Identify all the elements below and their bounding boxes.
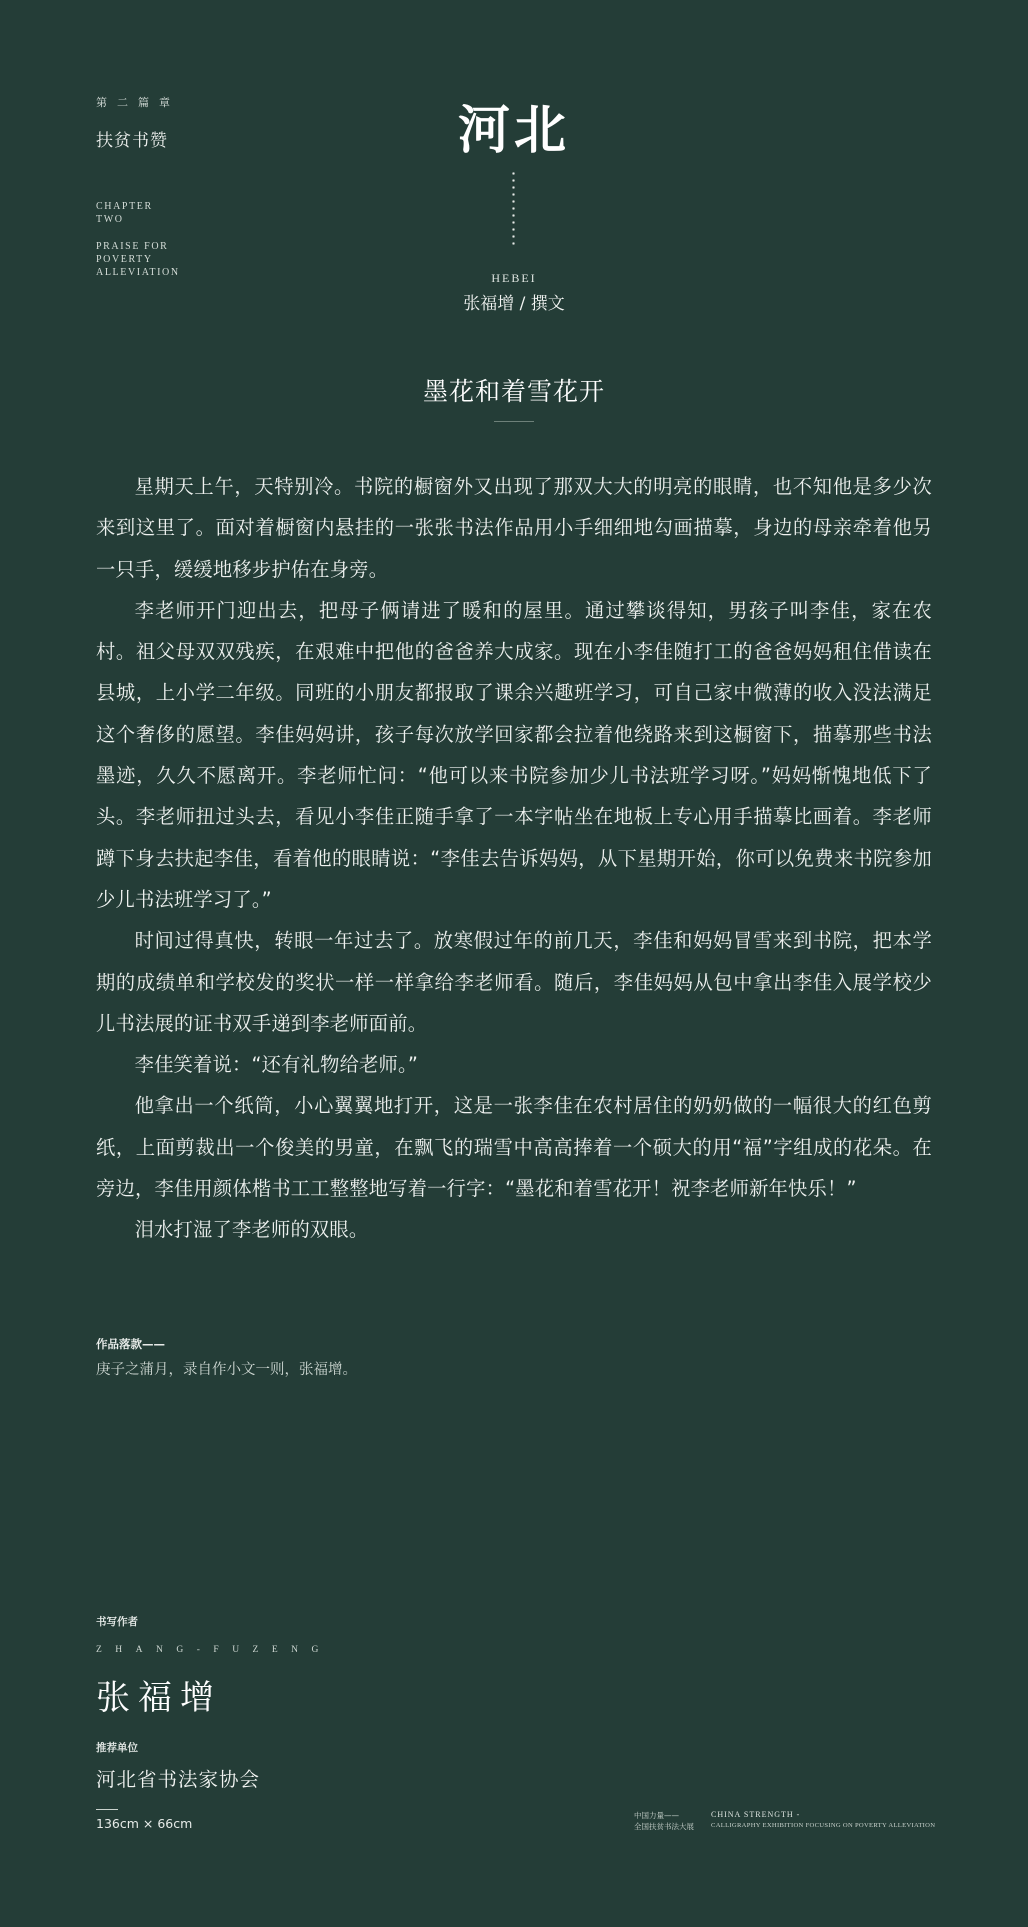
essay-paragraph: 时间过得真快，转眼一年过去了。放寒假过年的前几天，李佳和妈妈冒雪来到书院，把本学期的成绩单和学校发的奖状一样一样拿给李老师看。随后，李佳妈妈从包中拿出李佳入展学校少儿书法展的证书双手递到李老师面前。	[96, 929, 932, 1035]
exhibition-name-cn: 中国力量—— 全国扶贫书法大展	[634, 1811, 694, 1831]
essay-title: 墨花和着雪花开	[422, 377, 605, 406]
inscription-label: 作品落款——	[96, 1337, 165, 1351]
writer-label: 书写作者	[96, 1616, 138, 1628]
essay-paragraph: 他拿出一个纸筒，小心翼翼地打开，这是一张李佳在农村居住的奶奶做的一幅很大的红色剪纸，上面剪裁出一个俊美的男童，在飘飞的瑞雪中高高捧着一个硕大的用“福”字组成的花朵。在旁边，李佳用颜体楷书工工整整地写着一行字：“墨花和着雪花开！祝李老师新年快乐！”	[96, 1094, 932, 1201]
writer-pinyin: ZHANG-FUZENG	[96, 1645, 332, 1655]
recommender-org: 河北省书法家协会	[96, 1768, 261, 1791]
province-title: 河北	[457, 100, 570, 161]
dotted-divider	[512, 170, 515, 248]
chapter-title-en: PRAISE FOR POVERTY ALLEVIATION	[96, 241, 180, 278]
author-credit: 张福增 / 撰文	[463, 294, 565, 314]
exhibition-name-en: CHINA STRENGTH -	[711, 1810, 801, 1819]
chapter-number: 第二篇章	[96, 96, 180, 109]
chapter-title: 扶贫书赞	[96, 131, 168, 151]
chapter-number-en: CHAPTER TWO	[96, 201, 153, 225]
recommender-label: 推荐单位	[96, 1742, 138, 1754]
essay-paragraph: 泪水打湿了李老师的双眼。	[134, 1218, 369, 1242]
essay-paragraph: 星期天上午，天特别冷。书院的橱窗外又出现了那双大大的明亮的眼睛，也不知他是多少次来到这里了。面对着橱窗内悬挂的一张张书法作品用小手细细地勾画描摹，身边的母亲牵着他另一只手，缓缓地移步护佑在身旁。	[96, 475, 932, 581]
size-divider	[96, 1809, 118, 1810]
writer-name: 张福增	[96, 1678, 222, 1718]
title-divider	[494, 421, 534, 422]
essay-paragraph: 李佳笑着说：“还有礼物给老师。”	[134, 1053, 419, 1077]
province-title-en: HEBEI	[491, 271, 537, 285]
inscription-text: 庚子之蒲月，录自作小文一则，张福增。	[96, 1362, 357, 1378]
essay-body	[96, 466, 932, 1251]
artwork-size: 136cm × 66cm	[96, 1816, 193, 1831]
essay-paragraph: 李老师开门迎出去，把母子俩请进了暖和的屋里。通过攀谈得知，男孩子叫李佳，家在农村。祖父母双双残疾，在艰难中把他的爸爸养大成家。现在小李佳随打工的爸爸妈妈租住借读在县城，上小学二年级。同班的小朋友都报取了课余兴趣班学习，可自己家中微薄的收入没法满足这个奢侈的愿望。李佳妈妈讲，孩子每次放学回家都会拉着他绕路来到这橱窗下，描摹那些书法墨迹，久久不愿离开。李老师忙问：“他可以来书院参加少儿书法班学习呀。”妈妈惭愧地低下了头。李老师扭过头去，看见小李佳正随手拿了一本字帖坐在地板上专心用手描摹比画着。李老师蹲下身去扶起李佳，看着他的眼睛说：“李佳去告诉妈妈，从下星期开始，你可以免费来书院参加少儿书法班学习了。”	[96, 598, 932, 911]
exhibition-subtitle-en: CALLIGRAPHY EXHIBITION FOCUSING ON POVERTY ALLEVIATION	[711, 1822, 936, 1829]
